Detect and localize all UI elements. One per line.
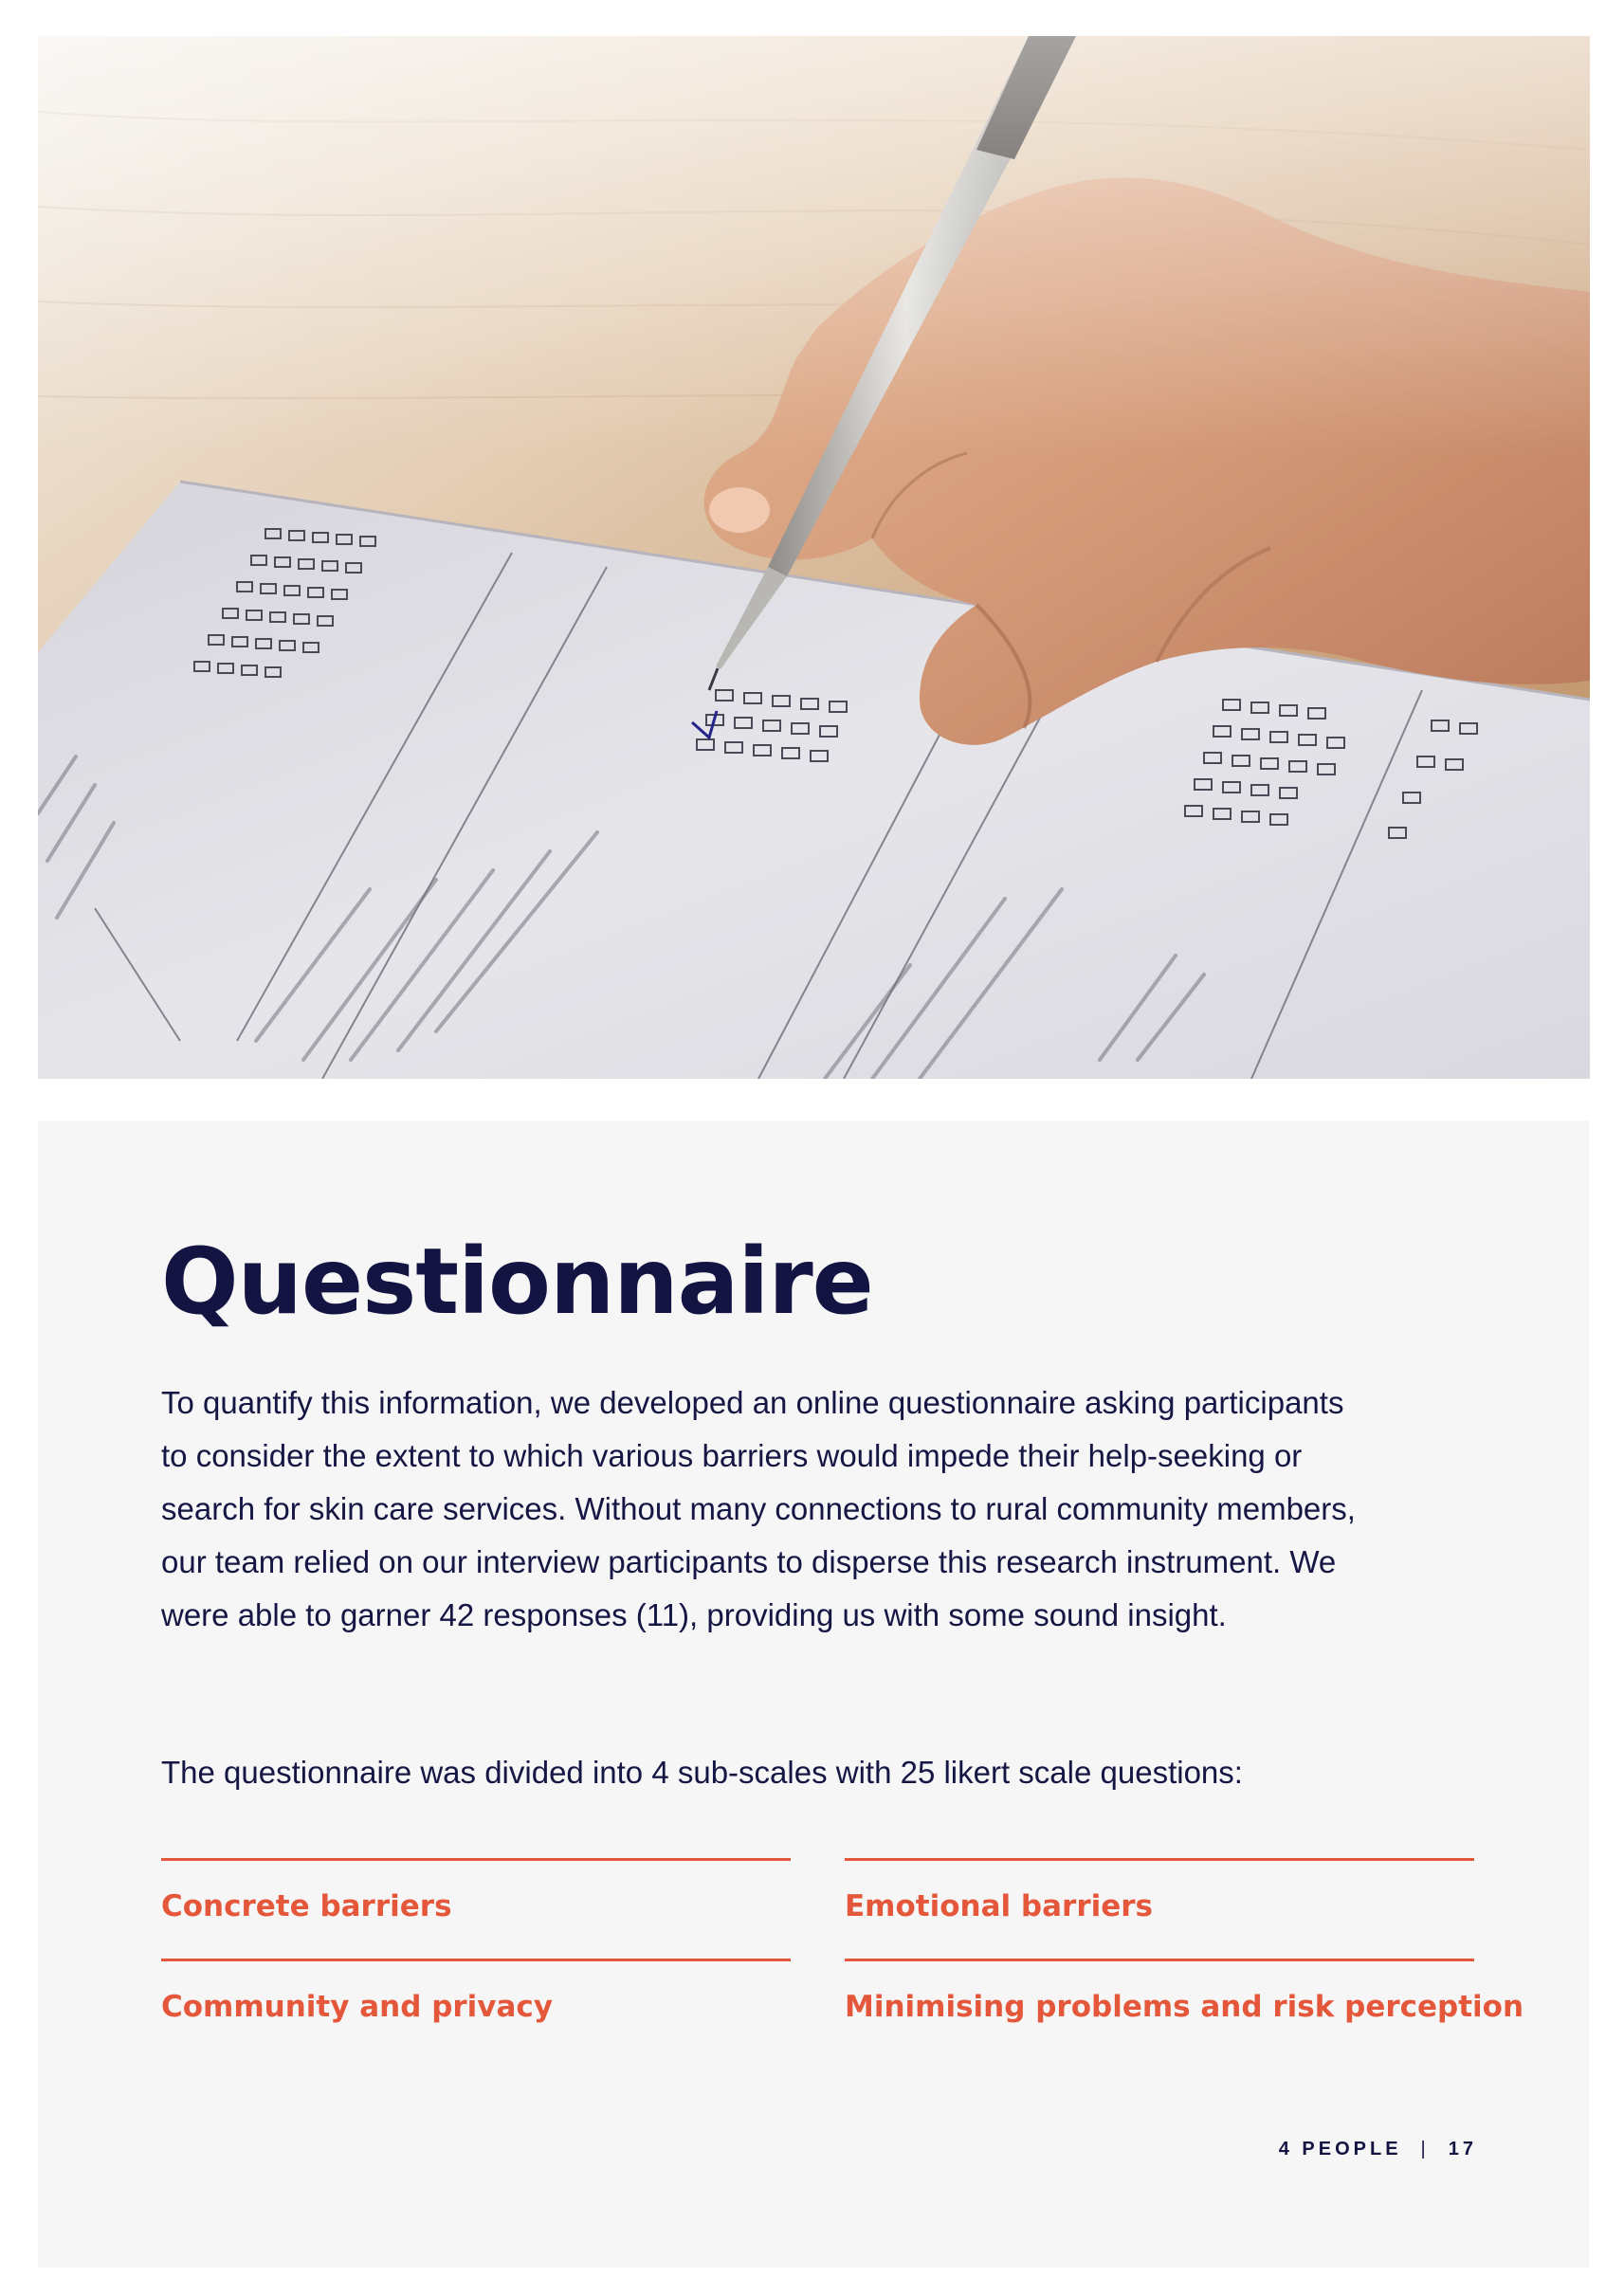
intro-paragraph [161,1376,1488,1642]
page-title: Questionnaire [161,1229,873,1335]
hero-photo-illustration [38,36,1590,1079]
subscale-item-emotional [845,1858,1474,1959]
subscale-item-community [161,1959,791,2059]
intro-line: to consider the extent to which various barriers would impede their help-seeking or [161,1438,1303,1473]
intro-line: To quantify this information, we developed an online questionnaire asking participants [161,1385,1344,1420]
hero-photo [38,36,1590,1079]
subscale-label: Emotional barriers [845,1889,1154,1923]
subscale-label: Minimising problems and risk perception [845,1990,1524,2024]
footer-label: 4 PEOPLE [1278,2139,1402,2159]
intro-line: were able to garner 42 responses (11), providing us with some sound insight. [161,1597,1227,1632]
subscale-item-concrete [161,1858,791,1959]
subscale-label: Community and privacy [161,1990,554,2024]
content-panel [38,1121,1589,2268]
intro-line: search for skin care services. Without many connections to rural community members, [161,1491,1356,1526]
subscale-item-risk [845,1959,1524,2059]
intro-line: our team relied on our interview participants to disperse this research instrument. We [161,1544,1337,1579]
footer-separator: | [1420,2139,1430,2159]
subscales-lead: The questionnaire was divided into 4 sub-scales with 25 likert scale questions: [161,1755,1243,1790]
subscale-label: Concrete barriers [161,1889,452,1923]
page-number: 17 [1448,2139,1477,2159]
page-footer [1279,2139,1477,2160]
